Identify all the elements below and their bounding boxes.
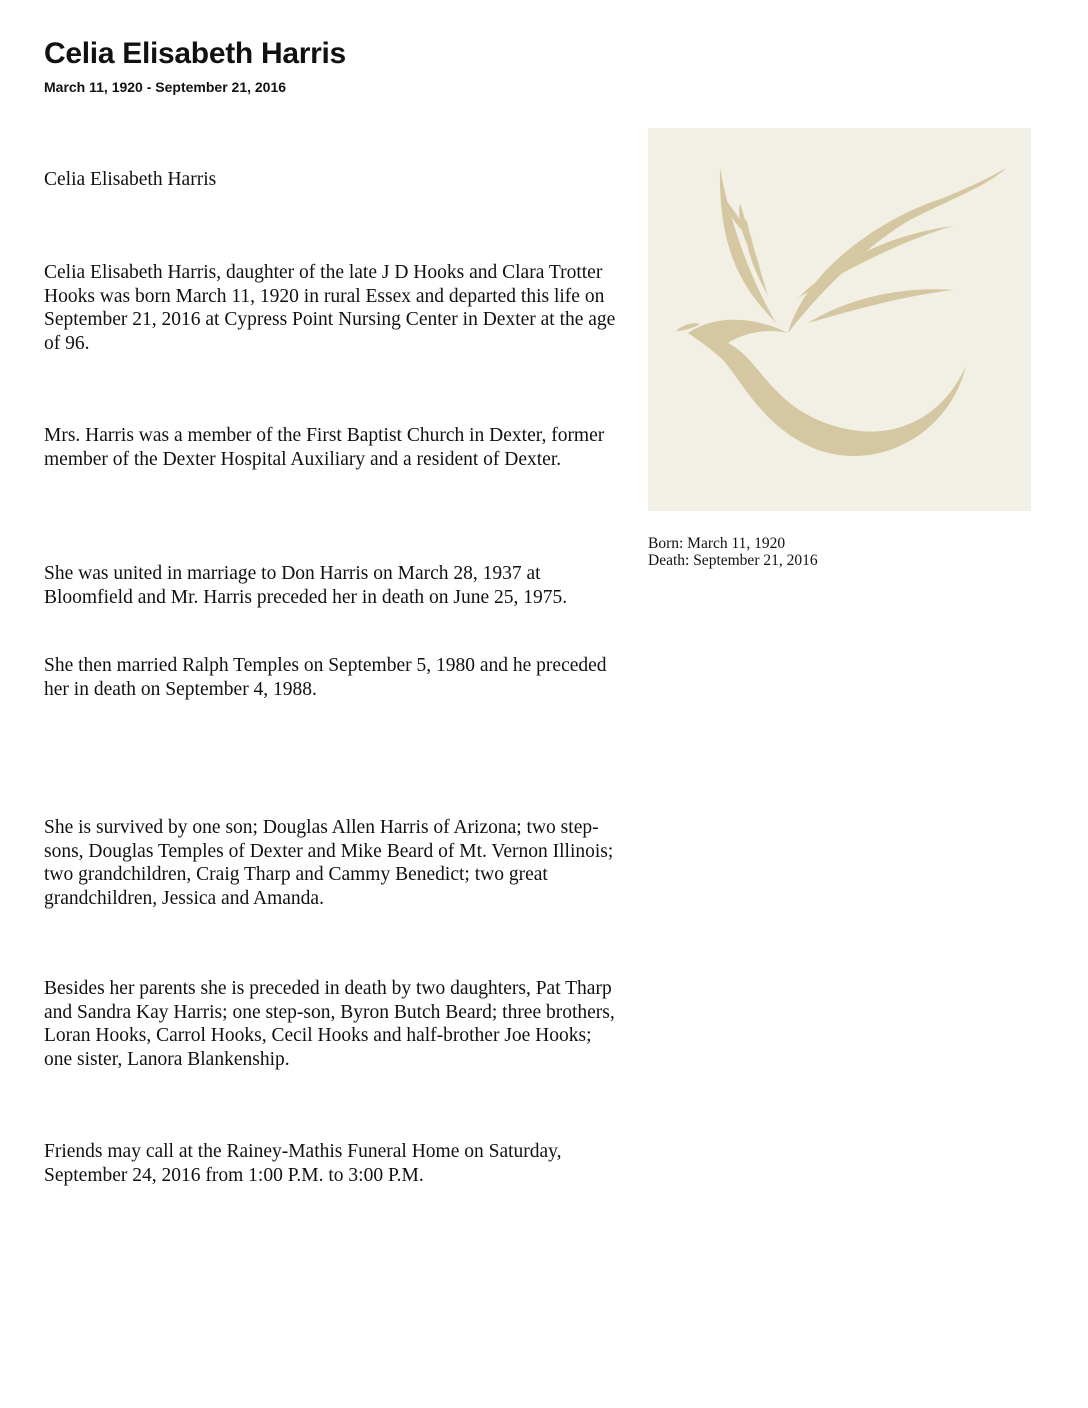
life-dates: March 11, 1920 - September 21, 2016 [44,79,287,95]
obituary-paragraph: Friends may call at the Rainey-Mathis Funeral Home on Saturday, September 24, 2016 from 1:00 P.M. to 3:00 P.M. [44,1141,562,1186]
memorial-image [648,128,1031,511]
obituary-name-line: Celia Elisabeth Harris [44,169,217,190]
obituary-paragraph: She was united in marriage to Don Harris on March 28, 1937 at Bloomfield and Mr. Harris preceded her in death on June 25, 1975. [44,563,568,608]
obituary-paragraph: Besides her parents she is preceded in death by two daughters, Pat Tharp and Sandra Kay Harris; one step-son, Byron Butch Beard; three brothers, Loran Hooks, Carrol Hooks, Cecil Hooks and half-brother Joe Hooks; one sister, Lanora Blankenship. [44,978,615,1070]
obituary-paragraph: She is survived by one son; Douglas Allen Harris of Arizona; two step-sons, Douglas Temples of Dexter and Mike Beard of Mt. Vernon Illinois; two grandchildren, Craig Tharp and Cammy Benedict; two great grandchildren, Jessica and Amanda. [44,817,614,909]
page-title: Celia Elisabeth Harris [44,37,346,70]
obituary-paragraph: Celia Elisabeth Harris, daughter of the late J D Hooks and Clara Trotter Hooks was born March 11, 1920 in rural Essex and departed this life on September 21, 2016 at Cypress Point Nursing Center in Dexter at the age of 96. [44,262,616,354]
dove-icon [648,128,1031,511]
obituary-paragraph: Mrs. Harris was a member of the First Baptist Church in Dexter, former member of the Dexter Hospital Auxiliary and a resident of Dexter. [44,425,605,470]
death-date: Death: September 21, 2016 [648,552,818,569]
obituary-paragraph: She then married Ralph Temples on September 5, 1980 and he preceded her in death on September 4, 1988. [44,655,607,700]
born-date: Born: March 11, 1920 [648,535,786,552]
